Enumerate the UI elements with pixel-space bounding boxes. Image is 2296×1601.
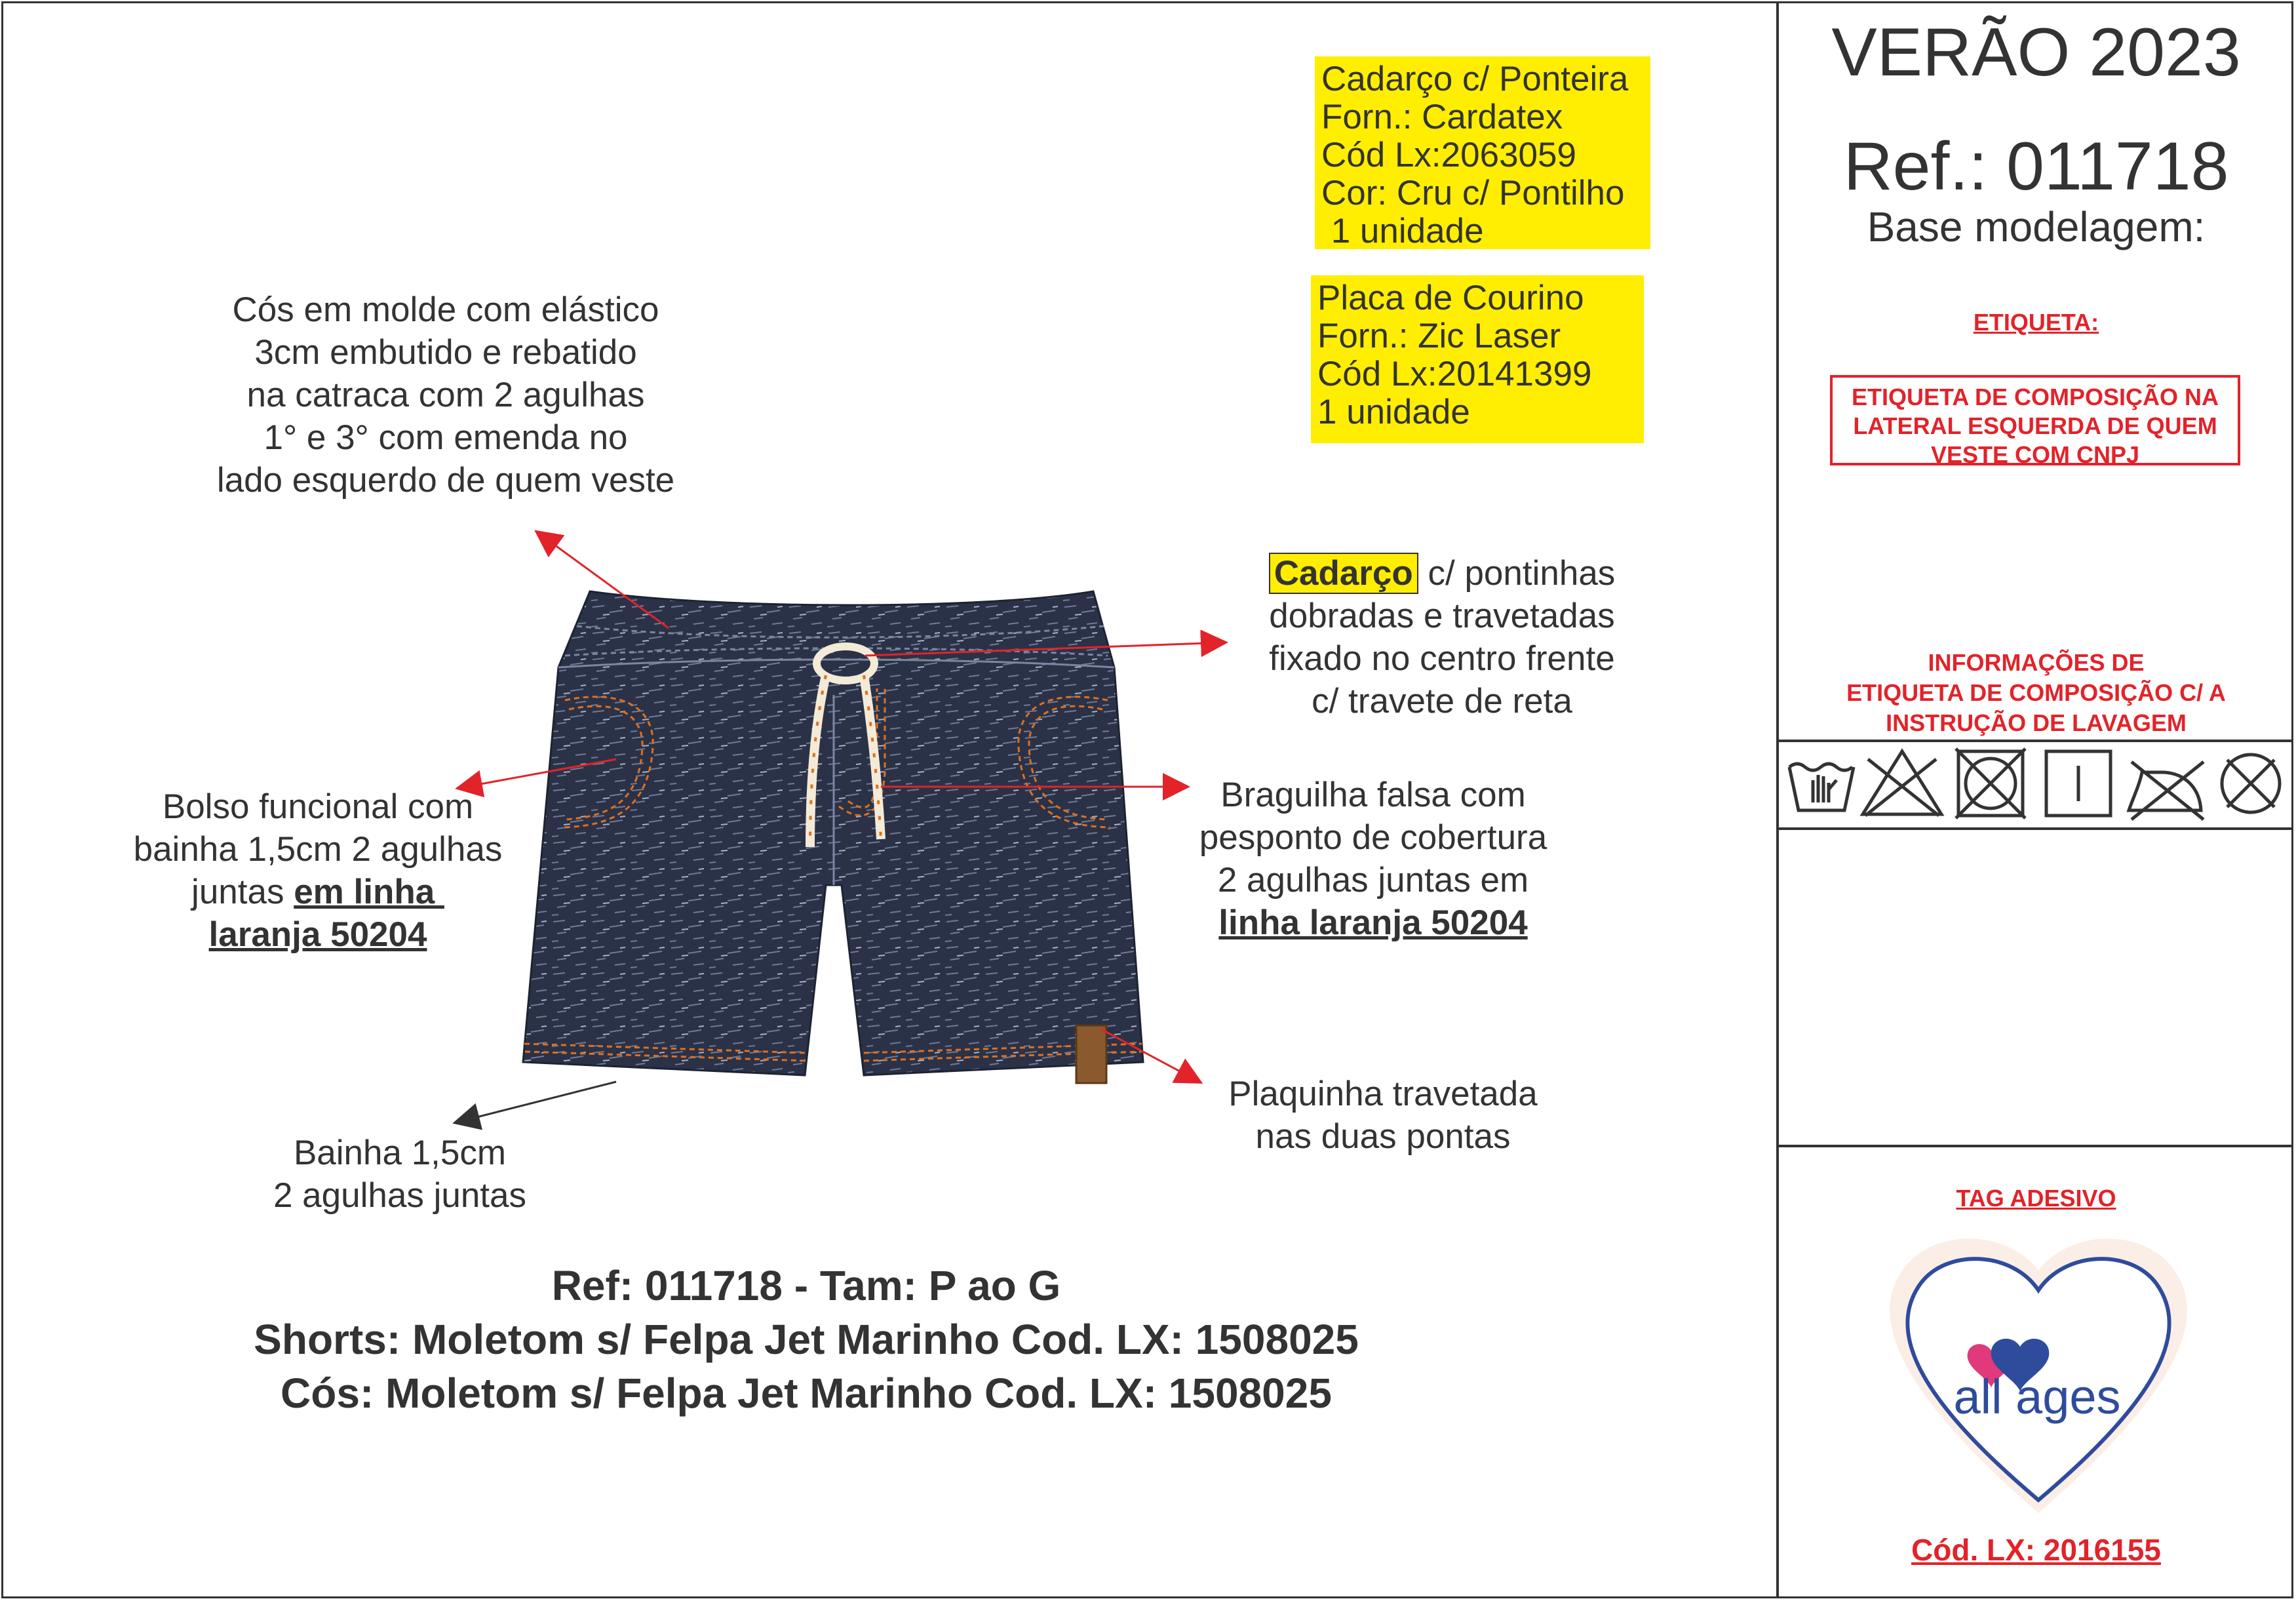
label-info: INFORMAÇÕES DE ETIQUETA DE COMPOSIÇÃO C/ A INSTRUÇÃO DE LAVAGEM bbox=[1846, 649, 2226, 736]
tag-code: Cód. LX: 2016155 bbox=[1911, 1533, 2161, 1567]
hand-wash-icon bbox=[1789, 764, 1854, 810]
fly-note: Braguilha falsa com pesponto de cobertura 2 agulhas juntas em linha laranja 50204 bbox=[1199, 776, 1547, 942]
tag-adhesive bbox=[1875, 1231, 2202, 1520]
leather-plate-box: Placa de Courino Forn.: Zic Laser Cód Lx:20141399 1 unidade bbox=[1311, 275, 1644, 443]
tag-divider bbox=[1776, 1145, 2293, 1147]
composition-label-box: ETIQUETA DE COMPOSIÇÃO NA LATERAL ESQUERDA DE QUEM VESTE COM CNPJ bbox=[1830, 375, 2240, 465]
leather-plate bbox=[1076, 1025, 1106, 1083]
svg-text:all ages: all ages bbox=[1953, 1370, 2121, 1424]
fabric-spec: Ref: 011718 - Tam: P ao G Shorts: Moletom s/ Felpa Jet Marinho Cod. LX: 1508025 Cós: Moletom s/ Felpa Jet Marinho Cod. LX: 1508025 bbox=[254, 1262, 1359, 1417]
tag-title: TAG ADESIVO bbox=[1956, 1185, 2116, 1212]
no-tumble-dry-icon bbox=[1956, 749, 2025, 818]
no-bleach-icon bbox=[1863, 751, 1941, 816]
drawcord-highlight: Cadarço bbox=[1269, 553, 1418, 594]
label-title: ETIQUETA: bbox=[1973, 309, 2099, 336]
season-title: VERÃO 2023 bbox=[1831, 14, 2241, 90]
line-dry-icon bbox=[2046, 751, 2111, 816]
shorts-body bbox=[523, 591, 1143, 1075]
reference-number: Ref.: 011718 bbox=[1843, 128, 2229, 205]
drawcord-note: Cadarço c/ pontinhas dobradas e travetadas fixado no centro frente c/ travete de reta bbox=[1269, 554, 1616, 721]
drawcord-supplier-box: Cadarço c/ Ponteira Forn.: Cardatex Cód Lx:2063059 Cor: Cru c/ Pontilho 1 unidade bbox=[1315, 56, 1650, 249]
pocket-note: Bolso funcional com bainha 1,5cm 2 agulhas juntas em linha laranja 50204 bbox=[133, 787, 503, 954]
hem-note: Bainha 1,5cm 2 agulhas juntas bbox=[273, 1134, 526, 1215]
no-iron-icon bbox=[2129, 762, 2204, 820]
no-dry-clean-icon bbox=[2222, 755, 2280, 812]
waistband-note: Cós em molde com elástico 3cm embutido e rebatido na catraca com 2 agulhas 1° e 3° com emenda no lado esquerdo de quem veste bbox=[216, 290, 675, 500]
symbols-bottom-divider bbox=[1776, 827, 2293, 830]
base-modeling: Base modelagem: bbox=[1867, 203, 2206, 250]
care-symbols bbox=[1784, 742, 2289, 823]
plate-note: Plaquinha travetada nas duas pontas bbox=[1228, 1075, 1538, 1156]
